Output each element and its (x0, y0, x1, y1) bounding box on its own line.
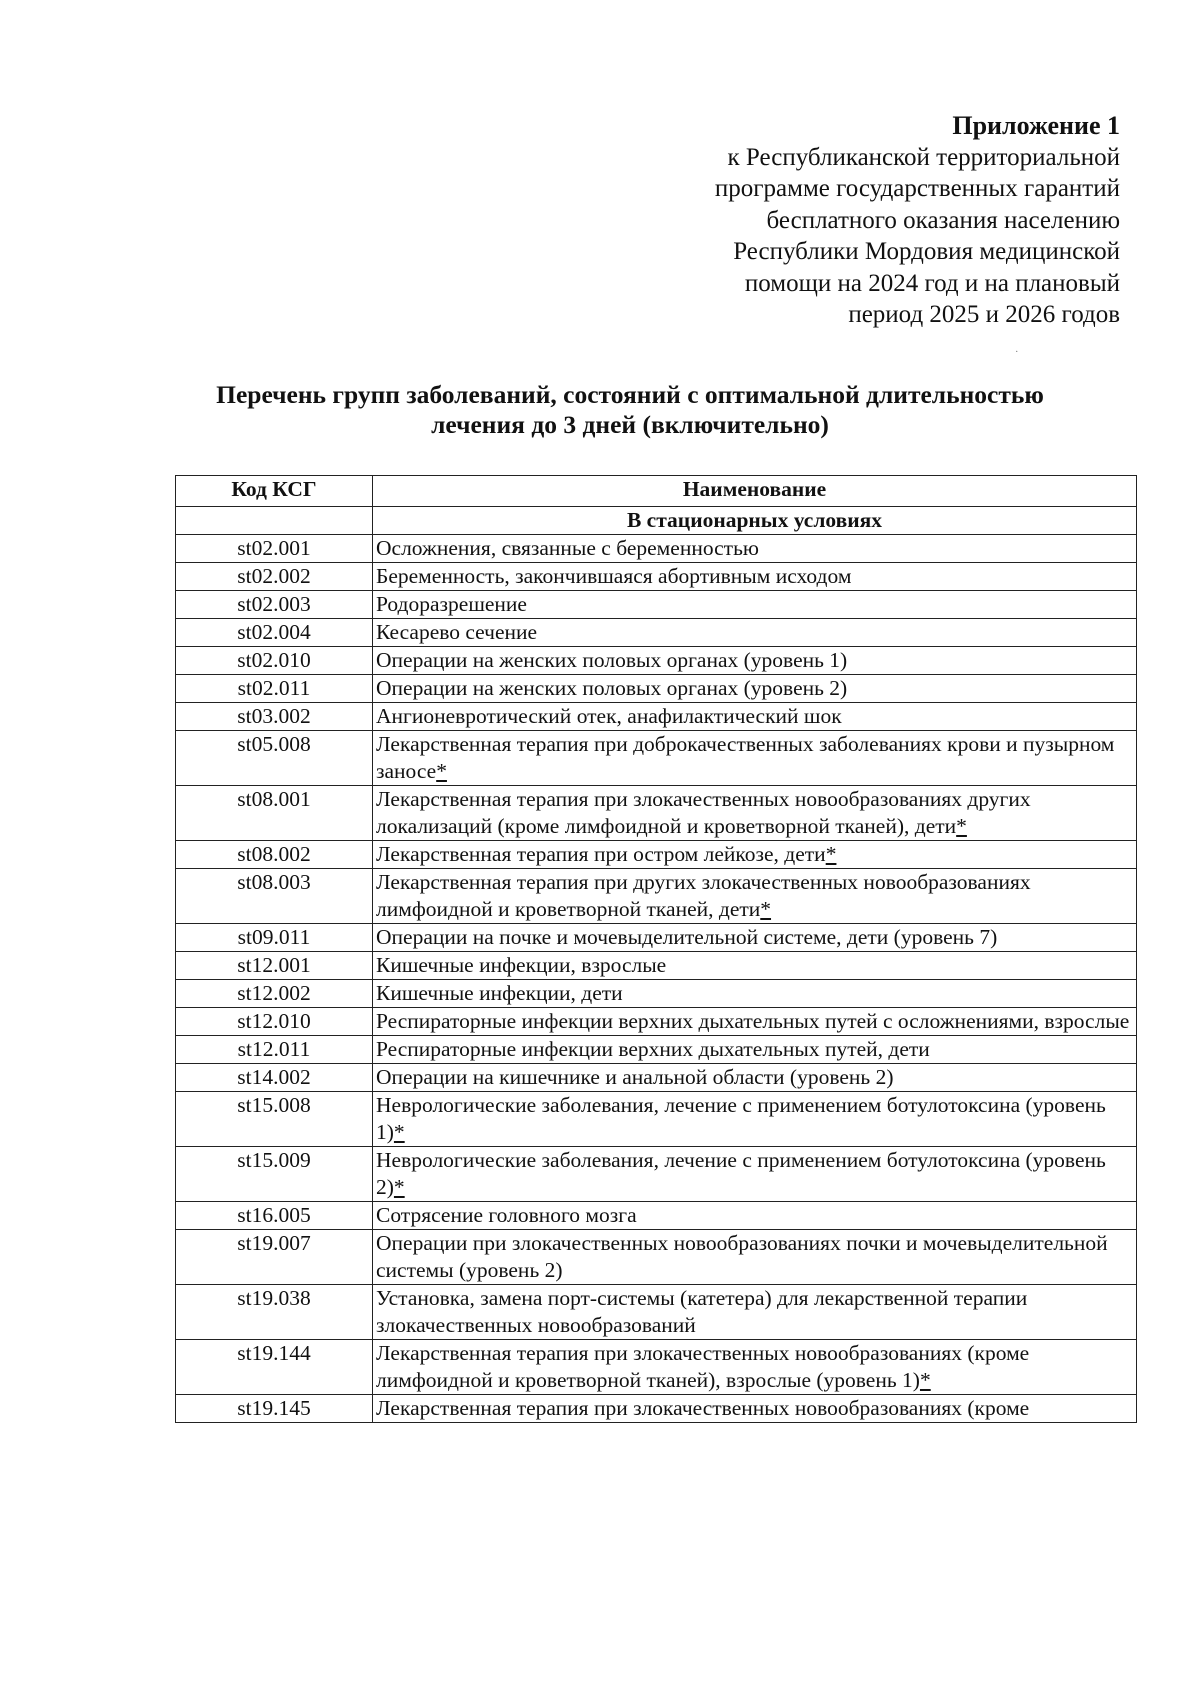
table-row (176, 841, 1137, 869)
header-name: Наименование (373, 476, 1137, 507)
table-row (176, 703, 1137, 731)
footnote-marker: * (919, 1368, 931, 1392)
table-row (176, 591, 1137, 619)
ksg-code: st02.001 (176, 535, 373, 563)
table-row (176, 980, 1137, 1008)
table-row (176, 1202, 1137, 1230)
footnote-marker: * (825, 842, 837, 866)
section-title: В стационарных условиях (373, 507, 1137, 535)
ksg-name-cell (373, 980, 1137, 1008)
ksg-name: Беременность, закончившаяся абортивным исходом (376, 564, 852, 588)
ksg-code: st12.002 (176, 980, 373, 1008)
ksg-code: st12.010 (176, 1008, 373, 1036)
ksg-name-cell (373, 841, 1137, 869)
footnote-marker: * (393, 1175, 405, 1199)
ksg-code: st02.011 (176, 675, 373, 703)
footnote-marker: * (760, 897, 772, 921)
section-row (176, 507, 1137, 535)
ksg-name: Сотрясение головного мозга (376, 1203, 637, 1227)
table-row (176, 1340, 1137, 1395)
scan-speck: . (1015, 344, 1018, 355)
table-row (176, 1064, 1137, 1092)
ksg-name-cell (373, 1395, 1137, 1423)
ksg-name-cell (373, 1064, 1137, 1092)
ksg-name-cell (373, 1092, 1137, 1147)
ksg-name: Респираторные инфекции верхних дыхательных путей, дети (376, 1037, 930, 1061)
ksg-name: Осложнения, связанные с беременностью (376, 536, 759, 560)
ksg-name-cell (373, 535, 1137, 563)
ksg-name: Лекарственная терапия при доброкачественных заболеваниях крови и пузырном заносе (376, 732, 1115, 783)
ksg-code: st09.011 (176, 924, 373, 952)
table-row (176, 619, 1137, 647)
ksg-name-cell (373, 952, 1137, 980)
table-row (176, 869, 1137, 924)
ksg-code: st15.009 (176, 1147, 373, 1202)
ksg-name: Неврологические заболевания, лечение с применением ботулотоксина (уровень 2) (376, 1148, 1106, 1199)
ksg-code: st02.003 (176, 591, 373, 619)
ksg-table (175, 475, 1137, 1423)
ksg-name-cell (373, 647, 1137, 675)
section-code-cell (176, 507, 373, 535)
document-title (150, 380, 1110, 440)
ksg-name-cell (373, 675, 1137, 703)
ksg-name: Кишечные инфекции, дети (376, 981, 623, 1005)
table-row (176, 1008, 1137, 1036)
table-row (176, 563, 1137, 591)
ksg-name-cell (373, 869, 1137, 924)
ksg-code: st15.008 (176, 1092, 373, 1147)
ksg-code: st19.145 (176, 1395, 373, 1423)
ksg-name: Лекарственная терапия при злокачественных новообразованиях (кроме лимфоидной и кроветворной тканей), взрослые (уровень 1) (376, 1341, 1030, 1392)
ksg-name: Операции на женских половых органах (уровень 1) (376, 648, 848, 672)
table-row (176, 535, 1137, 563)
ksg-name-cell (373, 1036, 1137, 1064)
ksg-code: st02.010 (176, 647, 373, 675)
ksg-name-cell (373, 1285, 1137, 1340)
ksg-name-cell (373, 1202, 1137, 1230)
appendix-block (520, 110, 1120, 331)
appendix-line: бесплатного оказания населению (766, 206, 1120, 234)
table-row (176, 731, 1137, 786)
table-row (176, 952, 1137, 980)
ksg-name: Лекарственная терапия при остром лейкозе, дети (376, 842, 826, 866)
table-row (176, 647, 1137, 675)
appendix-line: программе государственных гарантий (714, 175, 1120, 202)
table-row (176, 1395, 1137, 1423)
footnote-marker: * (956, 814, 967, 838)
footnote-marker: * (393, 1120, 405, 1144)
ksg-name: Родоразрешение (376, 592, 527, 616)
table-row (176, 786, 1137, 841)
ksg-code: st16.005 (176, 1202, 373, 1230)
ksg-code: st02.002 (176, 563, 373, 591)
ksg-code: st14.002 (176, 1064, 373, 1092)
ksg-code: st19.007 (176, 1230, 373, 1285)
ksg-name-cell (373, 703, 1137, 731)
ksg-name: Ангионевротический отек, анафилактический шок (376, 704, 842, 728)
ksg-code: st08.001 (176, 786, 373, 841)
table-row (176, 1285, 1137, 1340)
appendix-line: к Республиканской территориальной (727, 143, 1120, 171)
ksg-name: Операции на женских половых органах (уровень 2) (376, 676, 848, 700)
ksg-name: Кесарево сечение (376, 620, 538, 644)
table-body (176, 507, 1137, 1423)
appendix-line: Республики Мордовия медицинской (733, 238, 1120, 265)
ksg-name-cell (373, 619, 1137, 647)
ksg-name: Кишечные инфекции, взрослые (376, 953, 667, 977)
appendix-title: Приложение 1 (952, 111, 1120, 140)
table-row (176, 1147, 1137, 1202)
ksg-name: Респираторные инфекции верхних дыхательных путей с осложнениями, взрослые (376, 1009, 1130, 1033)
ksg-code: st03.002 (176, 703, 373, 731)
ksg-name-cell (373, 1147, 1137, 1202)
appendix-line: период 2025 и 2026 годов (848, 301, 1120, 328)
table-row (176, 1036, 1137, 1064)
table-row (176, 1092, 1137, 1147)
ksg-name: Установка, замена порт-системы (катетера) для лекарственной терапии злокачественных новообразований (376, 1286, 1028, 1337)
ksg-name: Лекарственная терапия при других злокачественных новообразованиях лимфоидной и кроветворной тканей, дети (376, 870, 1031, 921)
table-row (176, 675, 1137, 703)
ksg-code: st12.011 (176, 1036, 373, 1064)
ksg-name-cell (373, 1340, 1137, 1395)
table-header-row (176, 476, 1137, 507)
ksg-name-cell (373, 563, 1137, 591)
document-title-line: лечения до 3 дней (включительно) (431, 410, 829, 439)
ksg-name-cell (373, 1230, 1137, 1285)
ksg-name-cell (373, 731, 1137, 786)
document-title-line: Перечень групп заболеваний, состояний с оптимальной длительностью (216, 380, 1044, 409)
ksg-code: st12.001 (176, 952, 373, 980)
ksg-code: st05.008 (176, 731, 373, 786)
ksg-code: st08.003 (176, 869, 373, 924)
ksg-name: Неврологические заболевания, лечение с применением ботулотоксина (уровень 1) (376, 1093, 1106, 1144)
ksg-name-cell (373, 924, 1137, 952)
ksg-name: Операции на кишечнике и анальной области (уровень 2) (376, 1065, 894, 1089)
ksg-name: Операции при злокачественных новообразованиях почки и мочевыделительной системы (уровень 2) (376, 1231, 1108, 1282)
ksg-name: Операции на почке и мочевыделительной системе, дети (уровень 7) (376, 925, 998, 949)
ksg-code: st02.004 (176, 619, 373, 647)
ksg-name-cell (373, 591, 1137, 619)
ksg-code: st08.002 (176, 841, 373, 869)
table-row (176, 924, 1137, 952)
appendix-line: помощи на 2024 год и на плановый (744, 269, 1120, 297)
ksg-name-cell (373, 1008, 1137, 1036)
ksg-code: st19.038 (176, 1285, 373, 1340)
ksg-name: Лекарственная терапия при злокачественных новообразованиях других локализаций (кроме лимфоидной и кроветворной тканей), дети (376, 787, 1031, 838)
ksg-name-cell (373, 786, 1137, 841)
ksg-code: st19.144 (176, 1340, 373, 1395)
ksg-name: Лекарственная терапия при злокачественных новообразованиях (кроме (376, 1396, 1030, 1420)
footnote-marker: * (436, 759, 447, 783)
table-row (176, 1230, 1137, 1285)
header-code: Код КСГ (176, 476, 373, 507)
